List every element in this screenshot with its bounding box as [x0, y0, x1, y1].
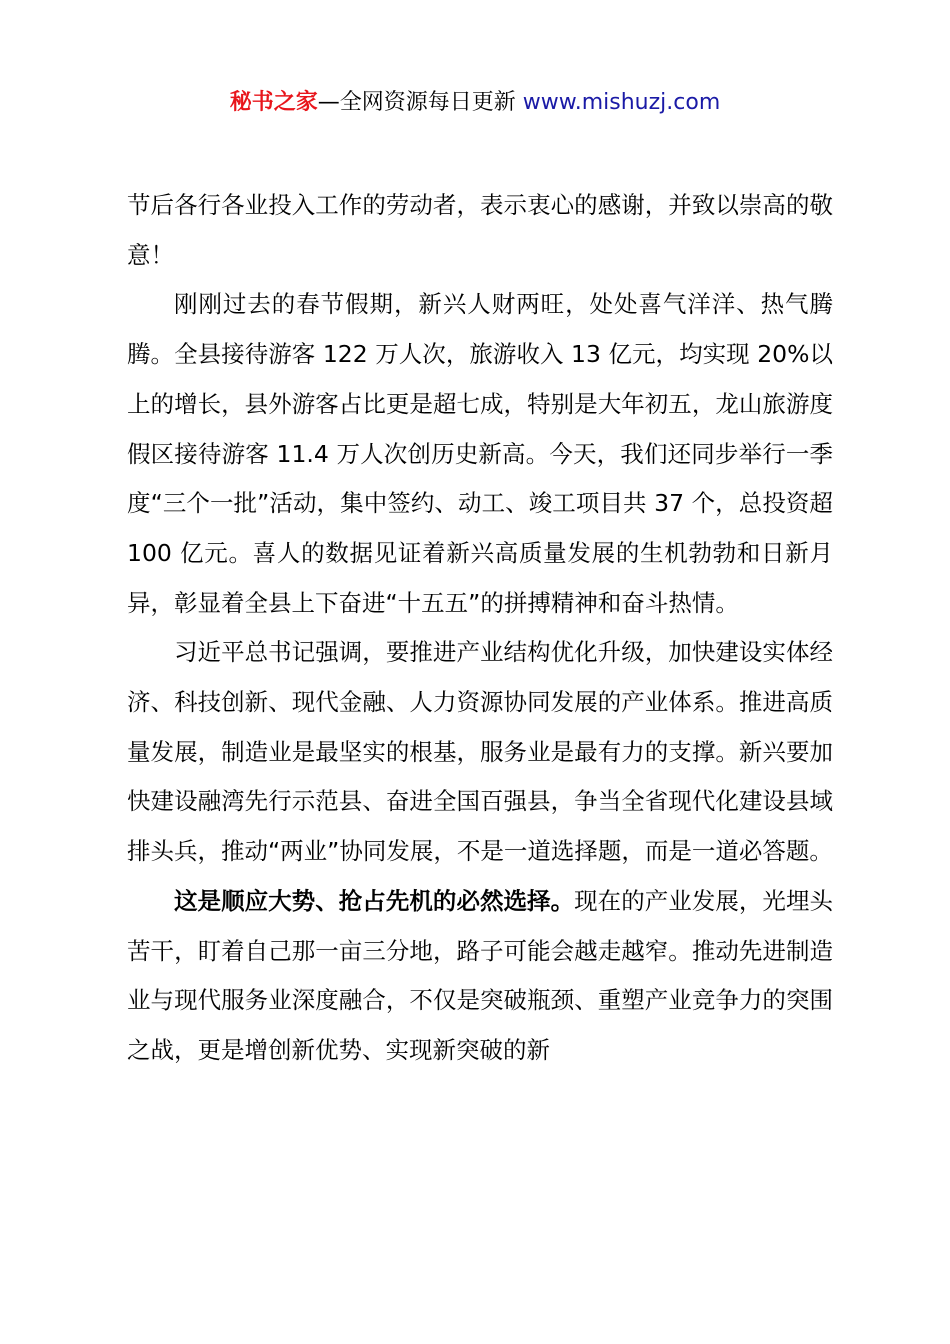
site-url: www.mishuzj.com	[522, 90, 721, 115]
paragraph-3	[127, 628, 833, 877]
paragraph-1-text: 节后各行各业投入工作的劳动者，表示衷心的感谢，并致以崇高的敬意！	[127, 191, 833, 269]
paragraph-4-lead: 这是顺应大势、抢占先机的必然选择。	[174, 886, 575, 915]
paragraph-4	[127, 877, 833, 1076]
paragraph-1	[127, 181, 833, 280]
paragraph-4-text: 现在的产业发展，光埋头苦干，盯着自己那一亩三分地，路子可能会越走越窄。推动先进制造业与现代服务业深度融合，不仅是突破瓶颈、重塑产业竞争力的突围之战，更是增创新优势、实现新突破的新	[127, 886, 834, 1064]
document-body	[127, 181, 833, 1076]
paragraph-3-text: 习近平总书记强调，要推进产业结构优化升级，加快建设实体经济、科技创新、现代金融、人力资源协同发展的产业体系。推进高质量发展，制造业是最坚实的根基，服务业是最有力的支撑。新兴要加快建设融湾先行示范县、奋进全国百强县，争当全省现代化建设县域排头兵，推动“两业”协同发展，不是一道选择题，而是一道必答题。	[127, 638, 833, 866]
paragraph-2	[127, 280, 833, 628]
page-header	[0, 86, 950, 120]
paragraph-2-text: 刚刚过去的春节假期，新兴人财两旺，处处喜气洋洋、热气腾腾。全县接待游客 122 万人次，旅游收入 13 亿元，均实现 20%以上的增长，县外游客占比更是超七成，特别是大年初五，龙山旅游度假区接待游客 11.4 万人次创历史新高。今天，我们还同步举行一季度“三个一批”活动，集中签约、动工、竣工项目共 37 个，总投资超 100 亿元。喜人的数据见证着新兴高质量发展的生机勃勃和日新月异，彰显着全县上下奋进“十五五”的拼搏精神和奋斗热情。	[127, 290, 833, 617]
brand-name: 秘书之家	[229, 90, 318, 115]
header-tagline: —全网资源每日更新	[317, 90, 516, 115]
